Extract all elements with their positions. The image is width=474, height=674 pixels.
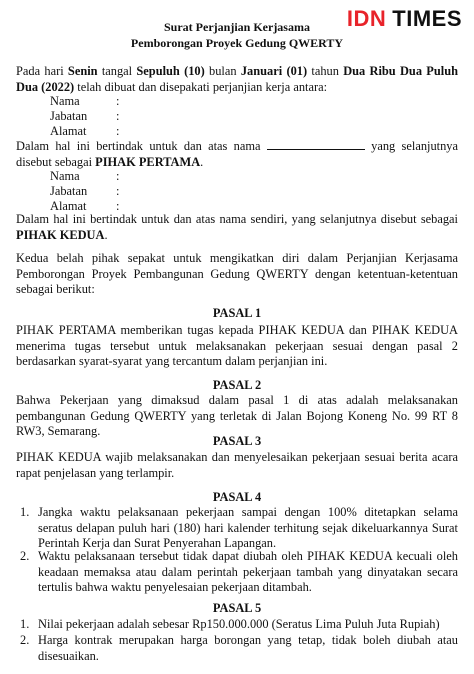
field-nama-2 <box>50 169 119 185</box>
pasal-2-heading: PASAL 2 <box>212 378 262 392</box>
intro-paragraph <box>16 64 458 95</box>
pasal-4-heading: PASAL 4 <box>212 490 262 504</box>
intro-text: tangal <box>97 64 137 78</box>
party-text: Dalam hal ini bertindak untuk dan atas nama <box>16 139 267 153</box>
pihak-kedua-label: PIHAK KEDUA <box>16 227 105 242</box>
name-blank-line <box>267 139 365 150</box>
intro-text: Pada hari <box>16 64 68 78</box>
party-text: Dalam hal ini bertindak untuk dan atas nama sendiri, yang selanjutnya disebut sebagai <box>16 212 458 226</box>
field-colon: : <box>116 109 120 123</box>
party-two-paragraph <box>16 212 458 243</box>
intro-text: telah dibuat dan disepakati perjanjian kerja antara: <box>74 79 328 94</box>
document-title: Surat Perjanjian Kerjasama <box>164 20 310 34</box>
party-one-paragraph <box>16 139 458 170</box>
list-number: 1. <box>20 617 30 631</box>
intro-date: Sepuluh (10) <box>136 64 205 78</box>
list-number: 2. <box>20 633 30 647</box>
field-jabatan-1 <box>50 109 119 125</box>
pasal-3-heading: PASAL 3 <box>212 434 262 448</box>
pasal-1-heading: PASAL 1 <box>212 306 262 320</box>
field-label: Nama <box>50 94 80 108</box>
pasal-5-item-2: Harga kontrak merupakan harga borongan yang tetap, tidak boleh diubah atau disesuaikan. <box>38 633 458 663</box>
field-label: Alamat <box>50 124 87 138</box>
field-colon: : <box>116 169 120 183</box>
list-number: 1. <box>20 505 30 519</box>
logo-idn: IDN <box>346 6 387 31</box>
intro-text: bulan <box>204 64 241 78</box>
agreement-paragraph: Kedua belah pihak sepakat untuk mengikatkan diri dalam Perjanjian Kerjasama Pemborongan Proyek Pembangunan Gedung QWERTY dengan ketentuan-ketentuan sebagai berikut: <box>16 251 458 296</box>
pasal-3-text: PIHAK KEDUA wajib melaksanakan dan menyelesaikan pekerjaan sesuai berita acara rapat penjelasan yang terlampir. <box>16 450 458 480</box>
pasal-4-item-1: Jangka waktu pelaksanaan pekerjaan sampai dengan 100% ditetapkan selama seratus delapan puluh hari (180) hari kalender terhitung sejak dikeluarkannya Surat Perintah Kerja dan Surat Penyerahan Lapangan. <box>38 505 458 550</box>
field-label: Jabatan <box>50 109 88 123</box>
field-colon: : <box>116 199 120 213</box>
field-label: Alamat <box>50 199 87 213</box>
document-subtitle: Pemborongan Proyek Gedung QWERTY <box>130 36 344 50</box>
intro-text: tahun <box>307 64 344 78</box>
field-colon: : <box>116 124 120 138</box>
field-nama-1 <box>50 94 119 110</box>
pasal-5-item-1: Nilai pekerjaan adalah sebesar Rp150.000.000 (Seratus Lima Puluh Juta Rupiah) <box>38 617 440 631</box>
field-colon: : <box>116 94 120 108</box>
intro-month: Januari (01) <box>240 64 308 78</box>
intro-year: Dua Ribu Dua Puluh Dua (2022) <box>16 64 458 94</box>
field-label: Nama <box>50 169 80 183</box>
field-jabatan-2 <box>50 184 119 200</box>
logo-times: TIMES <box>392 6 462 31</box>
pasal-2-text: Bahwa Pekerjaan yang dimaksud dalam pasal 1 di atas adalah melaksanakan pembangunan Gedung QWERTY yang terletak di Jalan Bojong Koneng No. 99 RT 8 RW3, Semarang. <box>16 393 458 438</box>
party-text: . <box>200 154 204 169</box>
field-label: Jabatan <box>50 184 88 198</box>
party-text: . <box>104 227 108 242</box>
field-colon: : <box>116 184 120 198</box>
party-text: yang selanjutnya disebut sebagai <box>16 139 458 169</box>
pasal-1-text: PIHAK PERTAMA memberikan tugas kepada PIHAK KEDUA dan PIHAK KEDUA menerima tugas tersebut untuk melaksanakan pekerjaan sesuai dengan pasal 2 berdasarkan syarat-syarat yang tercantum dalam perjanjian ini. <box>16 323 458 368</box>
list-number: 2. <box>20 549 30 563</box>
pasal-4-item-2: Waktu pelaksanaan tersebut tidak dapat diubah oleh PIHAK KEDUA kecuali oleh keadaan memaksa atau dalam perintah pekerjaan tambah yang dinyatakan secara tertulis bahwa waktu penyelesaian pekerjaan ditambah. <box>38 549 458 594</box>
field-alamat-1 <box>50 124 119 140</box>
pihak-pertama-label: PIHAK PERTAMA <box>95 154 201 169</box>
intro-day: Senin <box>67 64 98 78</box>
pasal-5-heading: PASAL 5 <box>212 601 262 615</box>
